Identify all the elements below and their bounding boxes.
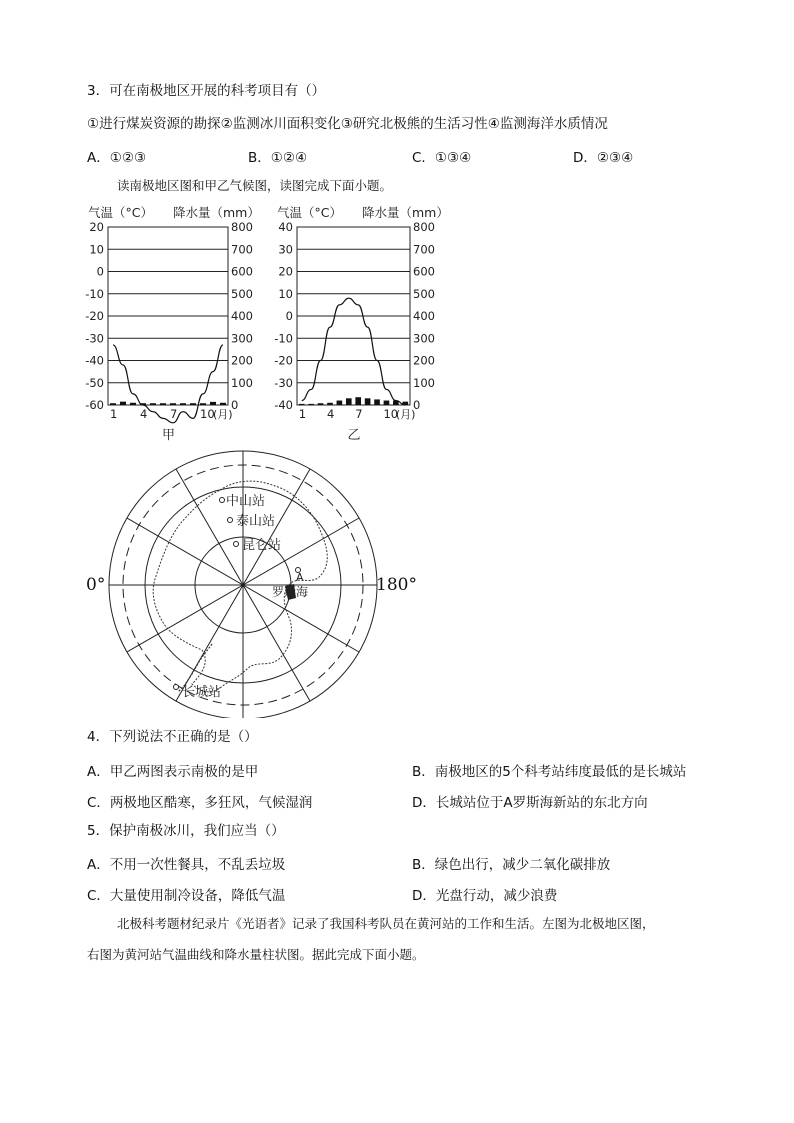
q5-option-c: C．大量使用制冷设备，降低气温 (87, 888, 286, 904)
chart-1-precip-tick: 400 (231, 309, 253, 323)
chart-2-x-tick: 4 (326, 407, 335, 421)
chart-2-precip-bar (327, 403, 333, 405)
q3-option-b: B．①②④ (248, 150, 308, 166)
chart-1-x-tick: 10 (200, 407, 215, 421)
chart-2-precip-bar (346, 398, 352, 405)
chart-2-precip-tick: 200 (413, 353, 435, 368)
chart-1-temp-axis-title: 气温（°C） (88, 205, 153, 220)
q3-option-d: D．②③④ (573, 150, 634, 166)
chart-1-precip-tick: 0 (231, 398, 239, 412)
chart-1-caption: 甲 (162, 428, 176, 443)
chart-1-temp-tick: -30 (85, 331, 104, 346)
chart-2-precip-tick: 700 (413, 242, 435, 257)
chart-2-precip-tick: 500 (413, 286, 435, 301)
chart-2-precip-tick: 0 (413, 398, 421, 412)
station-kunlun: 昆仑站 (242, 538, 282, 553)
intro-1: 读南极地区图和甲乙气候图，读图完成下面小题。 (117, 178, 393, 193)
zhongshan-station-marker (220, 498, 225, 503)
chart-2-precip-bar (365, 398, 371, 405)
intro-2-line-1: 北极科考题材纪录片《光语者》记录了我国科考队员在黄河站的工作和生活。左图为北极地区图， (117, 916, 655, 931)
q4-option-a: A．甲乙两图表示南极的是甲 (87, 764, 259, 780)
chart-2-precip-bar (374, 399, 380, 405)
longitude-0-label: 0° (86, 575, 106, 595)
chart-1-temp-tick: -40 (85, 353, 104, 368)
q5-option-d: D．光盘行动，减少浪费 (412, 888, 558, 904)
chart-2-precip-bar (308, 404, 314, 405)
chart-2-temp-tick: 20 (278, 264, 293, 279)
chart-2-temp-tick: -10 (274, 331, 293, 346)
chart-2-caption: 乙 (347, 428, 361, 443)
chart-2-precip-tick: 400 (413, 309, 435, 323)
chart-2-temp-tick: 10 (278, 286, 293, 301)
chart-1-precip-bar (160, 403, 166, 405)
station-a-label: A (296, 571, 304, 584)
station-zhongshan: 中山站 (226, 494, 266, 509)
chart-1-temp-tick: -50 (85, 375, 104, 390)
chart-2-precip-bar (299, 404, 305, 405)
chart-2-precip-tick: 300 (413, 331, 435, 346)
chart-1-temp-tick: 20 (89, 220, 104, 234)
chart-1-temp-tick: 0 (96, 264, 104, 279)
question-3-stem: 3．可在南极地区开展的科考项目有（） (87, 83, 326, 99)
chart-1-precip-bar (150, 403, 156, 405)
chart-1-precip-tick: 100 (231, 375, 253, 390)
chart-2-temp-tick: 0 (285, 309, 293, 323)
q3-option-a: A．①②③ (87, 150, 147, 166)
station-taishan: 泰山站 (236, 514, 276, 529)
chart-2-precip-tick: 800 (413, 220, 435, 234)
chart-1-precip-bar (220, 403, 226, 405)
chart-2-x-unit: (月) (395, 408, 416, 421)
chart-1-precip-tick: 500 (231, 286, 253, 301)
chart-2-precip-bar (318, 403, 324, 405)
chart-1-temp-tick: -20 (85, 309, 104, 323)
chart-2-temp-tick: -20 (274, 353, 293, 368)
chart-1-temp-tick: 10 (89, 242, 104, 257)
q4-option-b: B．南极地区的5个科考站纬度最低的是长城站 (412, 764, 687, 780)
chart-1-precip-tick: 600 (231, 264, 253, 279)
chart-2-precip-tick: 600 (413, 264, 435, 279)
chart-2-x-tick: 7 (355, 407, 363, 421)
chart-2-x-tick: 10 (383, 407, 399, 421)
chart-1-precip-bar (110, 403, 116, 405)
chart-1-precip-tick: 700 (231, 242, 253, 257)
changcheng-station-marker (174, 685, 179, 690)
q3-option-c: C．①③④ (412, 150, 472, 166)
chart-1-temp-tick: -60 (85, 398, 104, 412)
question-4-stem: 4．下列说法不正确的是（） (87, 729, 258, 745)
q4-option-d: D．长城站位于A罗斯海新站的东北方向 (412, 795, 648, 811)
chart-1-precip-bar (210, 402, 216, 405)
chart-1-x-tick: 4 (140, 407, 148, 421)
kunlun-station-marker (234, 542, 239, 547)
chart-1-x-tick: 7 (170, 407, 178, 421)
ross-sea-label: 罗斯海 (272, 585, 309, 599)
station-changcheng: 长城站 (182, 685, 222, 700)
chart-2-temp-tick: 40 (278, 220, 293, 234)
chart-2-temp-axis-title: 气温（°C） (277, 205, 342, 220)
chart-1-precip-tick: 800 (231, 220, 253, 234)
q5-option-a: A．不用一次性餐具，不乱丢垃圾 (87, 857, 286, 873)
chart-1-precip-bar (170, 403, 176, 405)
chart-2-temp-tick: -30 (274, 375, 293, 390)
chart-1-precip-bar (180, 403, 186, 405)
chart-1-precip-bar (130, 403, 136, 405)
chart-1-temp-tick: -10 (85, 286, 104, 301)
chart-2-precip-axis-title: 降水量（mm） (362, 205, 449, 220)
chart-2-precip-bar (384, 401, 390, 405)
chart-2-x-tick: 1 (298, 407, 307, 421)
chart-1-precip-tick: 200 (231, 353, 253, 368)
chart-2-precip-bar (355, 397, 361, 405)
chart-2-temp-tick: -40 (274, 398, 293, 412)
intro-2-line-2: 右图为黄河站气温曲线和降水量柱状图。据此完成下面小题。 (87, 947, 425, 962)
chart-2-temp-tick: 30 (278, 242, 293, 257)
chart-1-precip-bar (200, 403, 206, 405)
chart-1-precip-axis-title: 降水量（mm） (173, 205, 260, 220)
chart-2-temp-line (302, 298, 406, 405)
question-3-items: ①进行煤炭资源的勘探②监测冰川面积变化③研究北极熊的生活习性④监测海洋水质情况 (87, 116, 608, 132)
chart-1-precip-bar (120, 402, 126, 405)
chart-1-x-tick: 1 (110, 407, 118, 421)
chart-2-precip-tick: 100 (413, 375, 435, 390)
chart-1-precip-bar (190, 403, 196, 405)
climate-charts (80, 200, 460, 445)
chart-1-precip-tick: 300 (231, 331, 253, 346)
taishan-station-marker (228, 518, 233, 523)
longitude-180-label: 180° (376, 575, 417, 595)
q5-option-b: B．绿色出行，减少二氧化碳排放 (412, 857, 611, 873)
q4-option-c: C．两极地区酷寒，多狂风，气候湿润 (87, 795, 313, 811)
chart-1-x-unit: (月) (213, 408, 233, 421)
question-5-stem: 5．保护南极冰川，我们应当（） (87, 823, 285, 839)
chart-2-precip-bar (337, 401, 343, 405)
